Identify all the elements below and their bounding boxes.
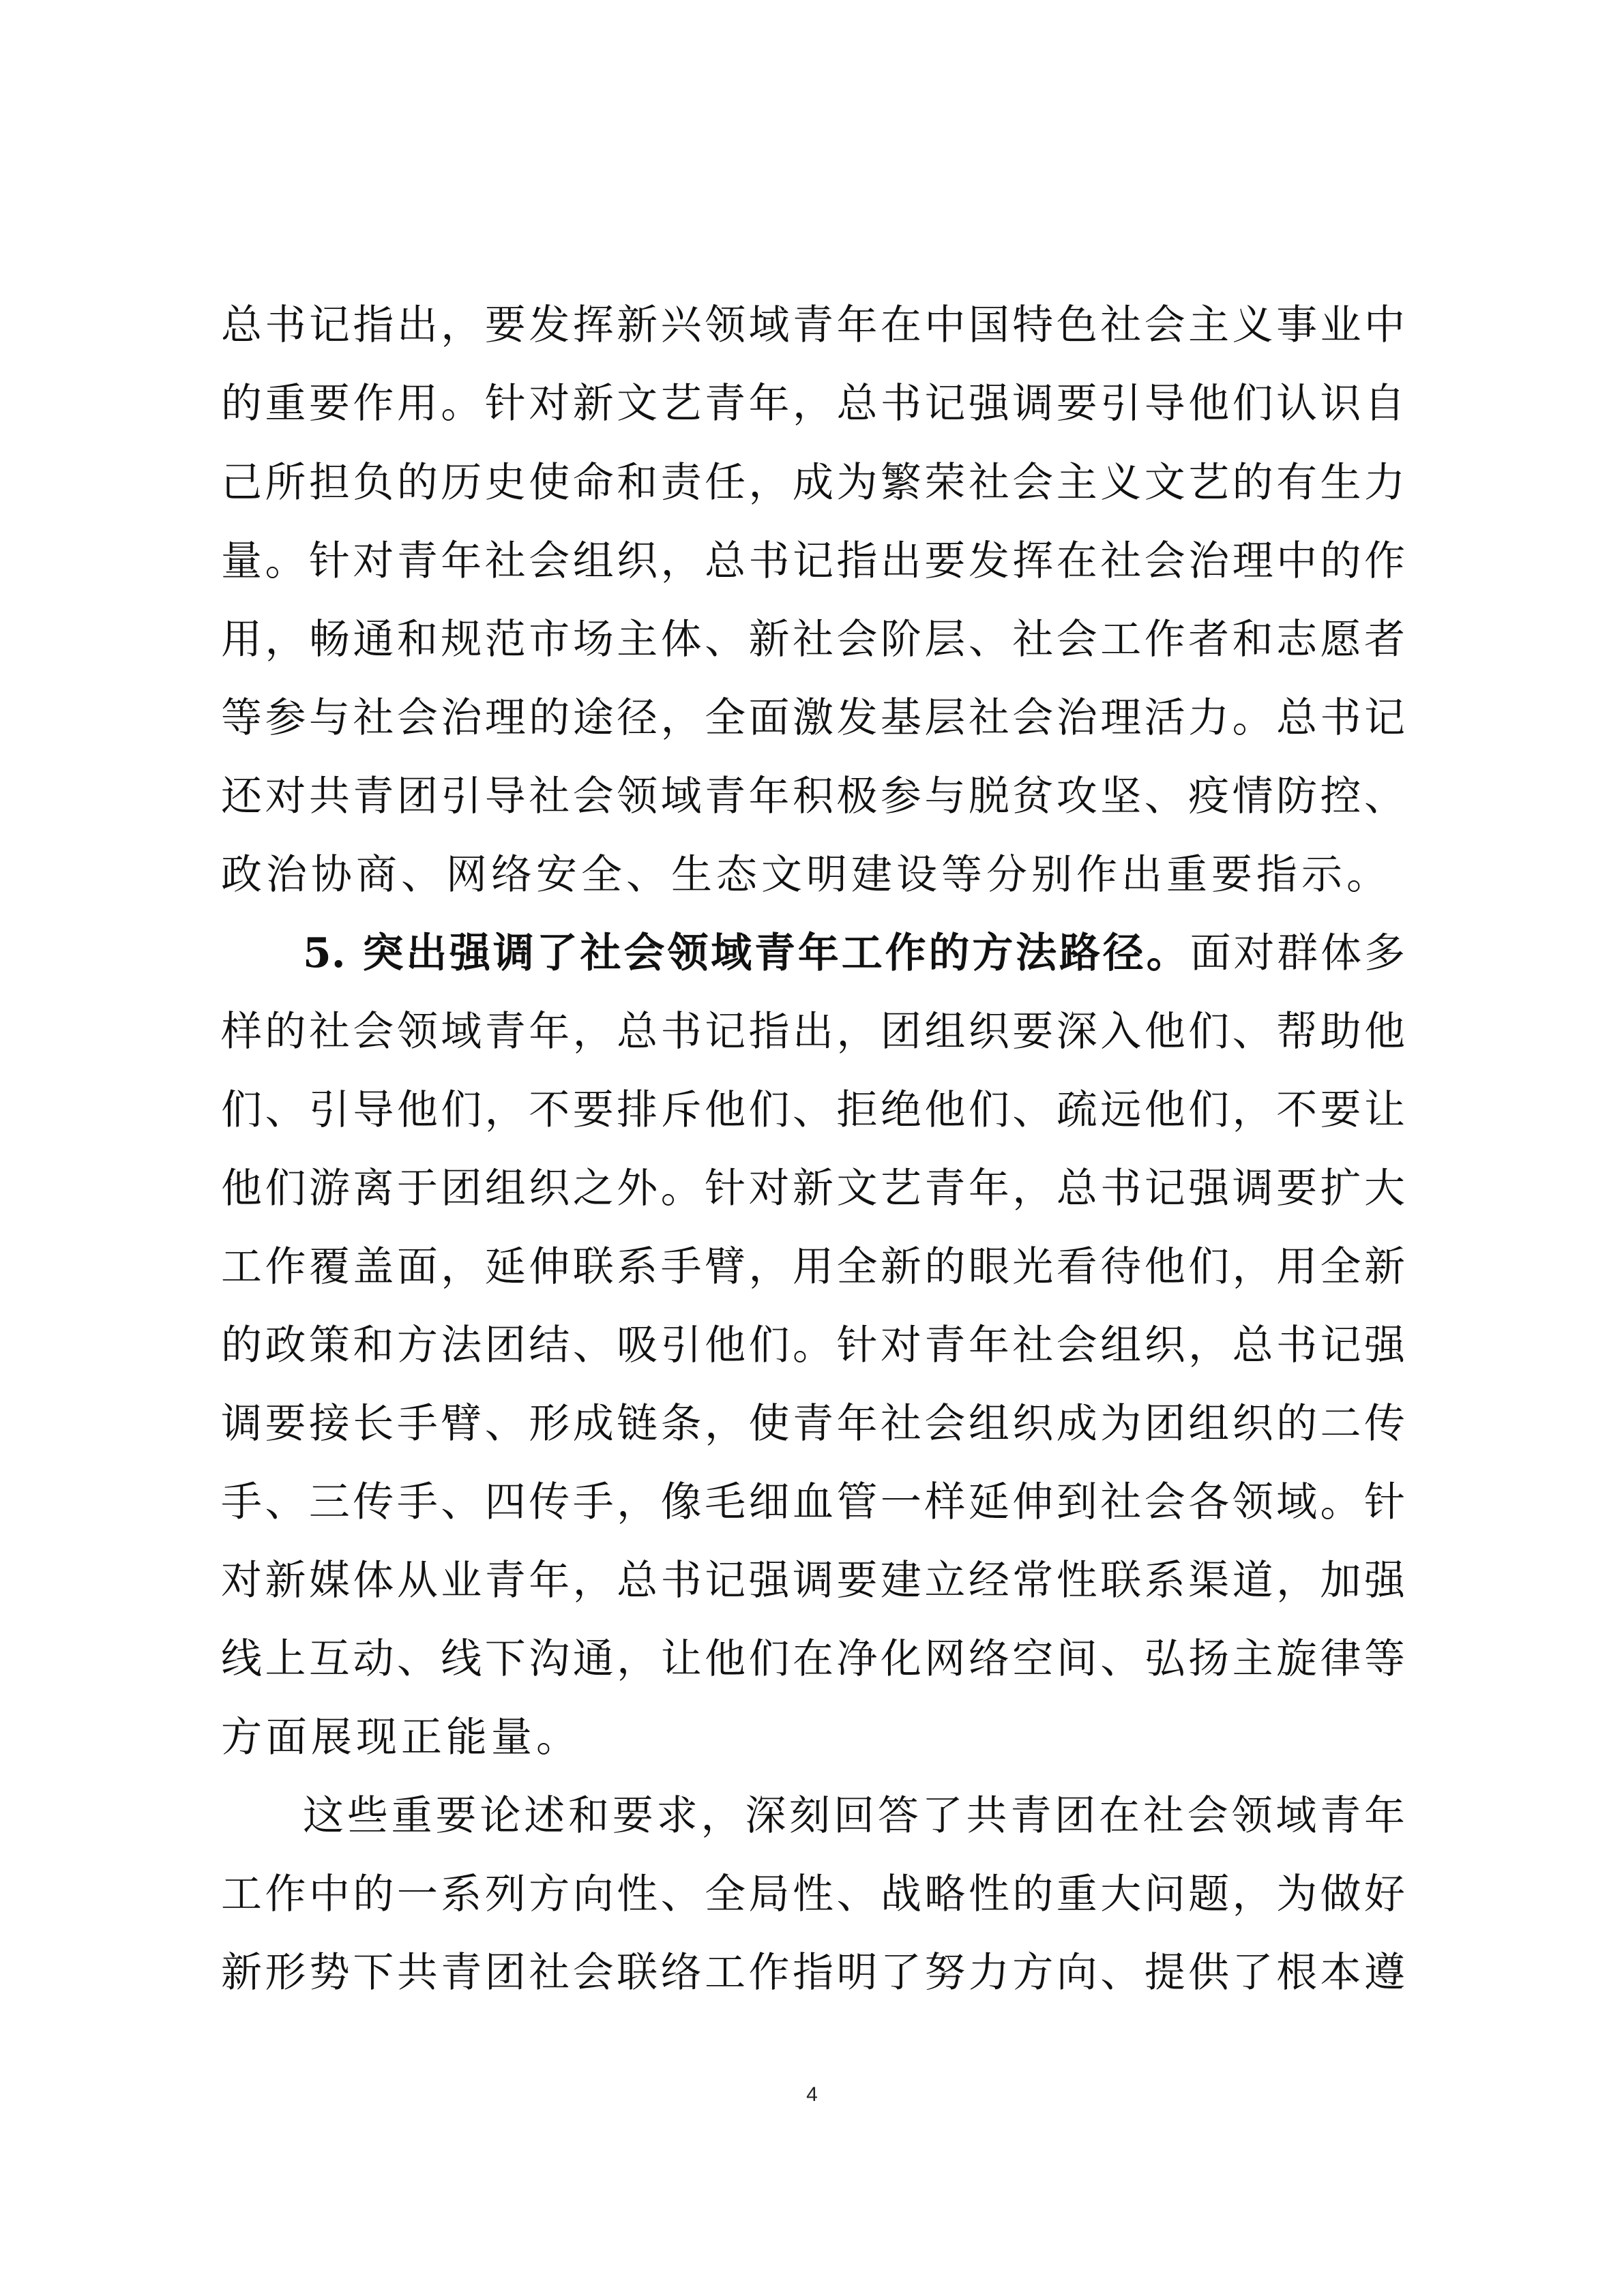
paragraph-2-first-line [303, 912, 1405, 994]
text-line: 用，畅通和规范市场主体、新社会阶层、社会工作者和志愿者 [221, 616, 1405, 664]
text-line: 工作中的一系列方向性、全局性、战略性的重大问题，为做好 [221, 1870, 1405, 1918]
text-line: 量。针对青年社会组织，总书记指出要发挥在社会治理中的作 [221, 537, 1405, 585]
text-line: 等参与社会治理的途径，全面激发基层社会治理活力。总书记 [221, 694, 1405, 742]
text-line: 对新媒体从业青年，总书记强调要建立经常性联系渠道，加强 [221, 1557, 1405, 1605]
page-number: 4 [806, 2083, 818, 2106]
text-line: 的重要作用。针对新文艺青年，总书记强调要引导他们认识自 [221, 380, 1405, 428]
heading-continuation: 面对群体多 [1190, 929, 1406, 977]
text-line: 工作覆盖面，延伸联系手臂，用全新的眼光看待他们，用全新 [221, 1243, 1405, 1291]
text-line: 他们游离于团组织之外。针对新文艺青年，总书记强调要扩大 [221, 1165, 1405, 1212]
text-line: 手、三传手、四传手，像毛细血管一样延伸到社会各领域。针 [221, 1478, 1405, 1526]
text-line: 样的社会领域青年，总书记指出，团组织要深入他们、帮助他 [221, 1008, 1405, 1056]
text-line: 己所担负的历史使命和责任，成为繁荣社会主义文艺的有生力 [221, 459, 1405, 507]
section-heading: 5. 突出强调了社会领域青年工作的方法路径。 [303, 929, 1190, 977]
text-line: 政治协商、网络安全、生态文明建设等分别作出重要指示。 [221, 851, 1391, 899]
text-line: 的政策和方法团结、吸引他们。针对青年社会组织，总书记强 [221, 1322, 1405, 1369]
text-line: 还对共青团引导社会领域青年积极参与脱贫攻坚、疫情防控、 [221, 773, 1405, 820]
text-line: 调要接长手臂、形成链条，使青年社会组织成为团组织的二传 [221, 1400, 1405, 1448]
text-line: 这些重要论述和要求，深刻回答了共青团在社会领域青年 [303, 1792, 1405, 1840]
text-line: 总书记指出，要发挥新兴领域青年在中国特色社会主义事业中 [221, 301, 1405, 349]
text-line: 线上互动、线下沟通，让他们在净化网络空间、弘扬主旋律等 [221, 1635, 1405, 1683]
text-line: 新形势下共青团社会联络工作指明了努力方向、提供了根本遵 [221, 1949, 1405, 1997]
text-line: 们、引导他们，不要排斥他们、拒绝他们、疏远他们，不要让 [221, 1086, 1405, 1134]
text-line: 方面展现正能量。 [221, 1714, 581, 1761]
